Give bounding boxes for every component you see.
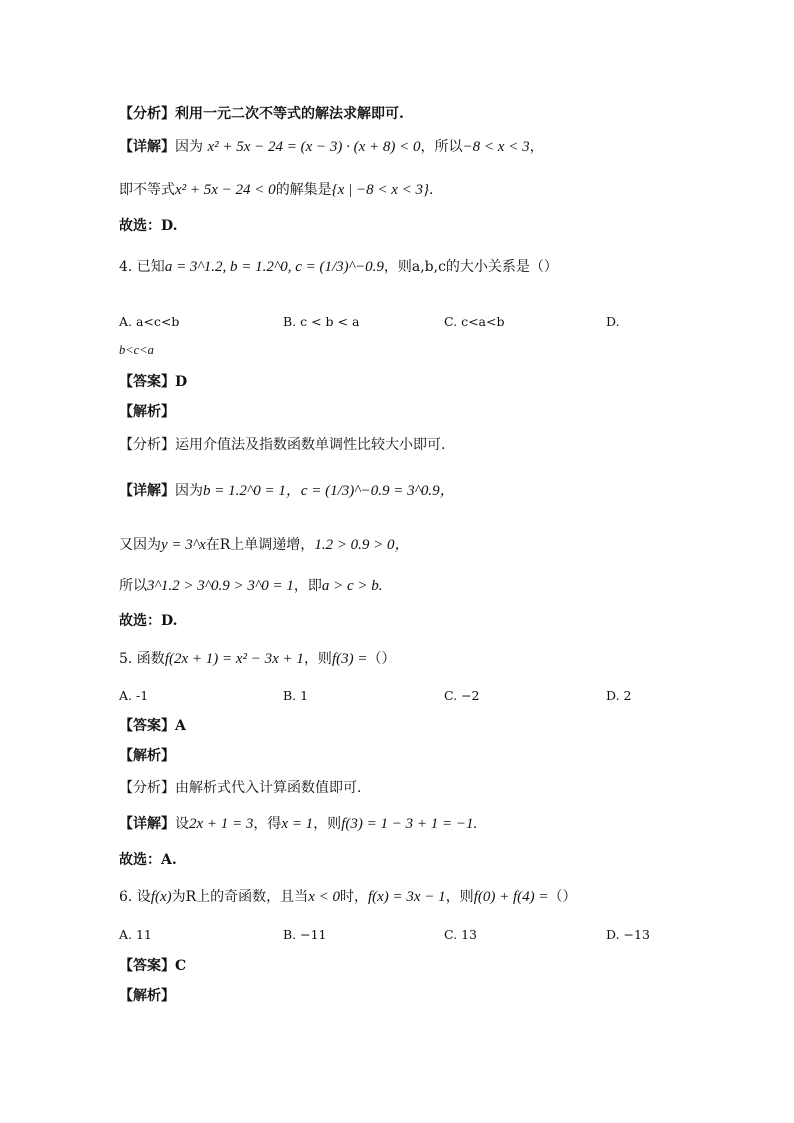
math-expression: f(3) = 1 − 3 + 1 = −1.: [341, 816, 478, 832]
math-expression: a > c > b.: [321, 578, 383, 594]
option-c: [444, 927, 477, 942]
text: 即不等式: [119, 182, 175, 198]
explanation-label: 【解析】: [119, 748, 175, 764]
option-d: [606, 688, 631, 703]
analysis-line-q4: [119, 437, 445, 454]
detail-label: 【详解】: [119, 139, 175, 155]
text: 设: [175, 816, 189, 832]
detail-label: 【详解】: [119, 816, 175, 832]
option-text: C. c<a<b: [444, 314, 505, 329]
text: ，即: [293, 578, 322, 594]
question-number: 4. 已知: [119, 259, 165, 275]
explanation-5: [119, 748, 175, 765]
question-number: 6. 设: [119, 889, 151, 905]
option-text: b<c<a: [119, 343, 154, 357]
analysis-text: 【分析】由解析式代入计算函数值即可.: [119, 780, 362, 796]
option-text: D. −13: [606, 927, 650, 942]
option-text: A. 11: [119, 927, 152, 942]
math-expression: 3^1.2 > 3^0.9 > 3^0 = 1: [147, 578, 294, 594]
choice-text: 故选：D.: [119, 218, 178, 234]
option-text: A. a<c<b: [119, 314, 180, 329]
math-expression: b = 1.2^0 = 1，c = (1/3)^−0.9 = 3^0.9，: [203, 483, 455, 499]
text: 因为: [175, 139, 203, 155]
option-a: [119, 688, 148, 703]
math-expression: f(0) + f(4) =: [473, 889, 549, 905]
math-expression: a = 3^1.2, b = 1.2^0, c = (1/3)^−0.9: [164, 259, 384, 275]
option-d-value: [119, 343, 154, 358]
text: ，得: [253, 816, 282, 832]
answer-4: [119, 374, 187, 391]
text: （）: [548, 889, 577, 905]
text: ，则: [445, 889, 474, 905]
text: 又因为: [119, 537, 161, 553]
analysis-line-q3: [119, 106, 404, 123]
analysis-text: 【分析】运用介值法及指数函数单调性比较大小即可.: [119, 437, 446, 453]
text: （）: [367, 651, 396, 667]
text: .: [429, 182, 434, 198]
question-6: [119, 888, 577, 906]
text: 所以: [119, 578, 147, 594]
option-text: B. 1: [283, 688, 309, 703]
explanation-4: [119, 404, 175, 421]
option-c: [444, 314, 504, 329]
text: ，则: [303, 651, 332, 667]
text: ，: [529, 139, 544, 155]
math-expression: 1.2 > 0.9 > 0，: [314, 537, 410, 553]
detail-label: 【详解】: [119, 483, 175, 499]
math-expression: x² + 5x − 24 < 0: [175, 182, 276, 198]
detail-line-q5: [119, 815, 477, 833]
answer-text: 【答案】D: [119, 374, 188, 390]
explanation-6: [119, 988, 175, 1005]
text: ，所以: [420, 139, 463, 155]
choice-line-q4: [119, 613, 178, 630]
math-set: {x | −8 < x < 3}: [331, 182, 429, 198]
option-d: [606, 927, 650, 942]
option-c: [444, 688, 480, 703]
option-a: [119, 314, 179, 329]
option-text: D. 2: [606, 688, 632, 703]
choice-text: 故选：D.: [119, 613, 178, 629]
text: 时，: [339, 889, 368, 905]
analysis-text: 【分析】利用一元二次不等式的解法求解即可.: [119, 106, 404, 122]
math-expression: 2x + 1 = 3: [189, 816, 254, 832]
math-expression: x < 0: [308, 889, 340, 905]
math-expression: x² + 5x − 24 = (x − 3) · (x + 8) < 0: [207, 139, 421, 155]
question-4: [119, 258, 558, 276]
explanation-label: 【解析】: [119, 404, 175, 420]
text: 在R上单调递增，: [205, 537, 315, 553]
option-b: [283, 688, 308, 703]
option-text: C. −2: [444, 688, 480, 703]
option-a: [119, 927, 152, 942]
detail-line-q3: [119, 138, 544, 156]
conclusion-line-q4: [119, 577, 383, 595]
option-text: B. c < b < a: [283, 314, 360, 329]
option-text: D.: [606, 314, 620, 329]
answer-text: 【答案】C: [119, 958, 187, 974]
math-expression: −8 < x < 3: [462, 139, 530, 155]
math-expression: f(x) = 3x − 1: [367, 889, 446, 905]
option-text: C. 13: [444, 927, 477, 942]
explanation-label: 【解析】: [119, 988, 175, 1004]
detail-line-q4: [119, 482, 455, 500]
math-expression: f(3) =: [331, 651, 368, 667]
answer-5: [119, 718, 186, 735]
solution-set-line: [119, 181, 433, 199]
answer-text: 【答案】A: [119, 718, 186, 734]
option-b: [283, 314, 359, 329]
math-expression: x = 1: [281, 816, 314, 832]
answer-6: [119, 958, 186, 975]
option-b: [283, 927, 327, 942]
math-expression: f(2x + 1) = x² − 3x + 1: [164, 651, 304, 667]
option-text: B. −11: [283, 927, 327, 942]
option-text: A. -1: [119, 688, 149, 703]
option-d: [606, 314, 620, 329]
text: 的解集是: [275, 182, 332, 198]
choice-line-q5: [119, 852, 177, 869]
text: ，则: [313, 816, 342, 832]
monotonic-line: [119, 536, 410, 554]
text: ，则a,b,c的大小关系是（）: [383, 259, 558, 275]
analysis-line-q5: [119, 780, 361, 797]
choice-line-q3: [119, 218, 178, 235]
math-expression: f(x): [150, 889, 172, 905]
question-number: 5. 函数: [119, 651, 165, 667]
choice-text: 故选：A.: [119, 852, 177, 868]
math-expression: y = 3^x: [161, 537, 206, 553]
question-5: [119, 650, 395, 668]
text: 因为: [175, 483, 203, 499]
text: 为R上的奇函数，且当: [171, 889, 309, 905]
